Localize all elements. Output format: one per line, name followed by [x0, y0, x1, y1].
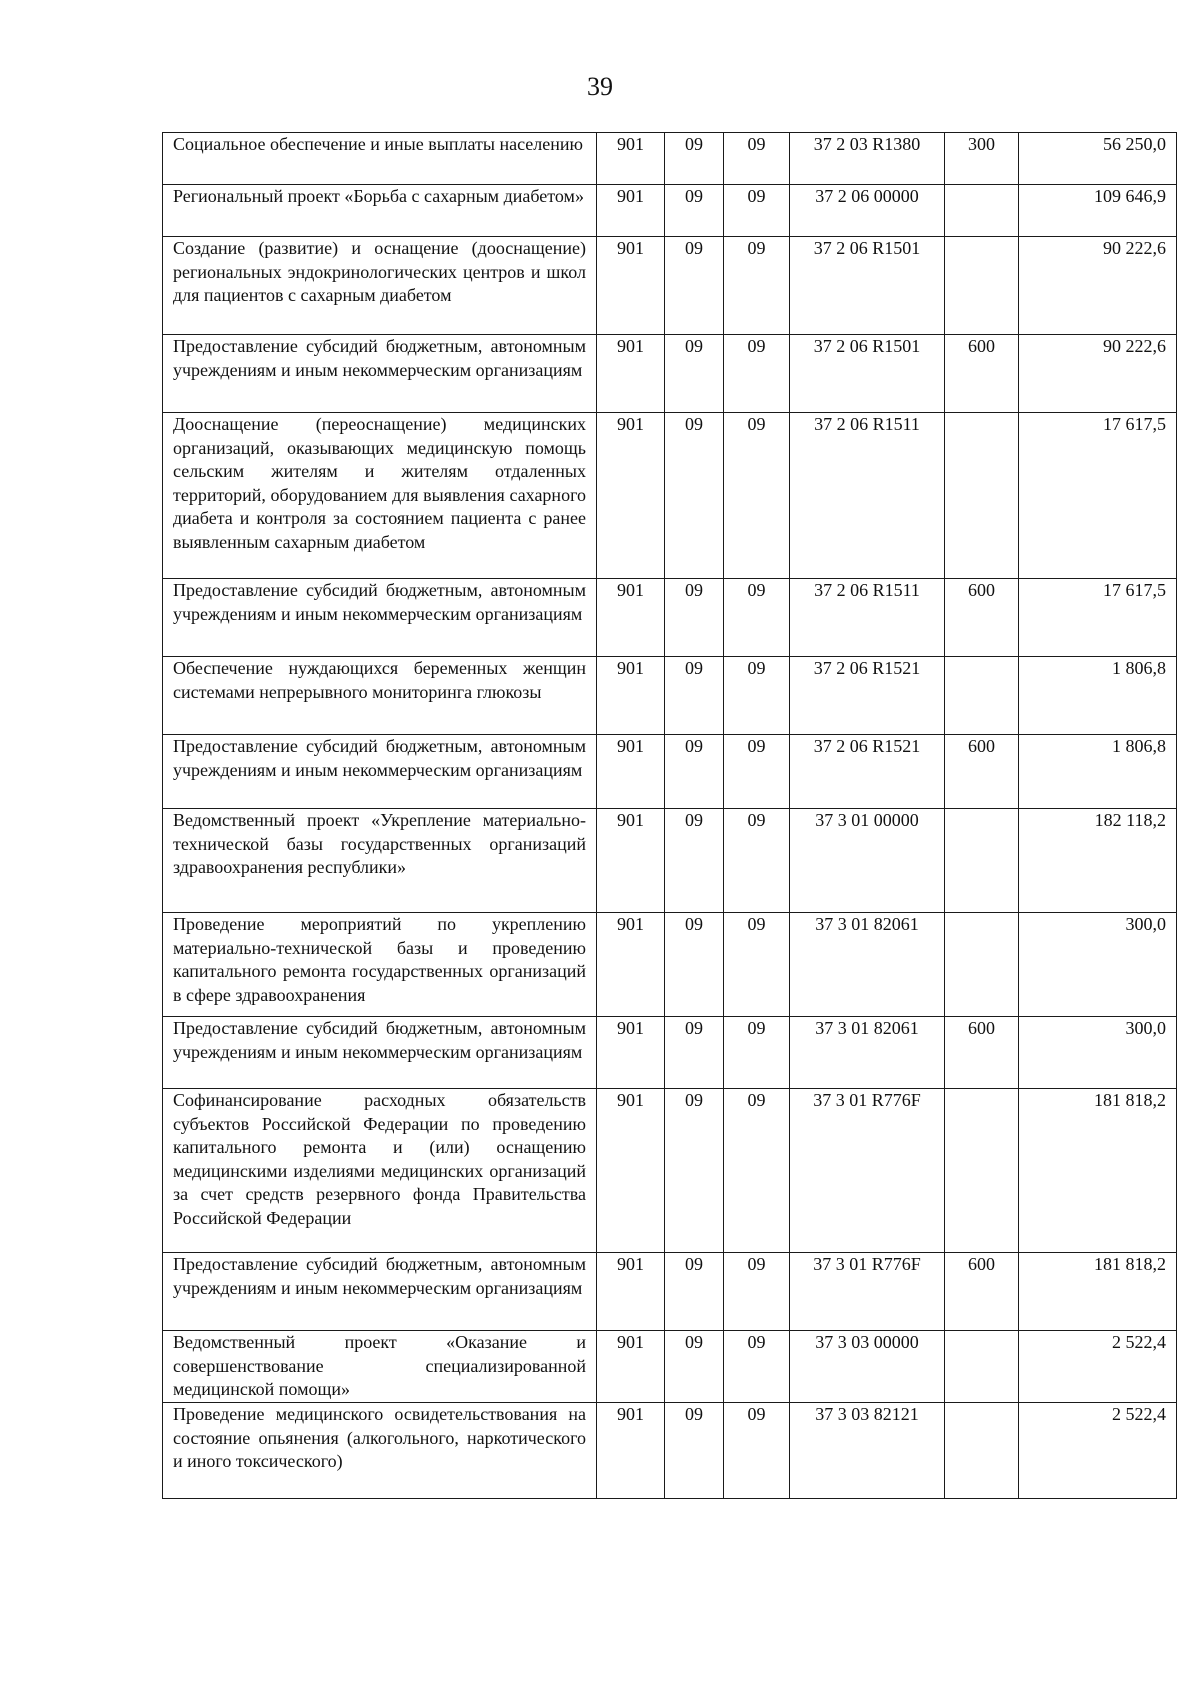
row-name: Дооснащение (переоснащение) медицинских организаций, оказывающих медицинскую помощь сельским жителям и жителям отдаленных территорий, оборудованием для выявления сахарного диабета и контроля за состоянием пациента с ранее выявленным сахарным диабетом	[163, 413, 597, 579]
row-ved-code: 901	[597, 133, 665, 185]
row-ved-code: 901	[597, 657, 665, 735]
row-amount: 300,0	[1019, 1017, 1177, 1089]
row-expense-type	[945, 185, 1019, 237]
row-amount: 2 522,4	[1019, 1331, 1177, 1403]
row-subsection-code: 09	[724, 413, 790, 579]
row-amount: 56 250,0	[1019, 133, 1177, 185]
row-ved-code: 901	[597, 1331, 665, 1403]
row-name: Предоставление субсидий бюджетным, автономным учреждениям и иным некоммерческим организациям	[163, 579, 597, 657]
row-section-code: 09	[665, 133, 724, 185]
row-expense-type	[945, 809, 1019, 913]
row-section-code: 09	[665, 185, 724, 237]
row-section-code: 09	[665, 237, 724, 335]
row-ved-code: 901	[597, 735, 665, 809]
row-section-code: 09	[665, 1403, 724, 1499]
row-ved-code: 901	[597, 913, 665, 1017]
row-amount: 17 617,5	[1019, 579, 1177, 657]
row-ved-code: 901	[597, 413, 665, 579]
table-row	[163, 1331, 1177, 1403]
row-section-code: 09	[665, 1089, 724, 1253]
row-section-code: 09	[665, 335, 724, 413]
row-amount: 90 222,6	[1019, 335, 1177, 413]
row-section-code: 09	[665, 809, 724, 913]
row-section-code: 09	[665, 579, 724, 657]
row-expense-type	[945, 657, 1019, 735]
page-number: 39	[587, 72, 613, 101]
row-ved-code: 901	[597, 579, 665, 657]
row-target-code: 37 2 03 R1380	[790, 133, 945, 185]
table-row	[163, 413, 1177, 579]
table-row	[163, 809, 1177, 913]
row-section-code: 09	[665, 1253, 724, 1331]
table-row	[163, 1017, 1177, 1089]
row-ved-code: 901	[597, 1403, 665, 1499]
row-name: Предоставление субсидий бюджетным, автономным учреждениям и иным некоммерческим организациям	[163, 1253, 597, 1331]
row-subsection-code: 09	[724, 1017, 790, 1089]
row-expense-type	[945, 913, 1019, 1017]
row-ved-code: 901	[597, 809, 665, 913]
row-amount: 90 222,6	[1019, 237, 1177, 335]
row-name: Предоставление субсидий бюджетным, автономным учреждениям и иным некоммерческим организациям	[163, 335, 597, 413]
table-row	[163, 735, 1177, 809]
row-expense-type: 300	[945, 133, 1019, 185]
row-target-code: 37 3 01 R776F	[790, 1253, 945, 1331]
row-expense-type	[945, 1089, 1019, 1253]
row-subsection-code: 09	[724, 185, 790, 237]
row-target-code: 37 2 06 00000	[790, 185, 945, 237]
row-expense-type: 600	[945, 579, 1019, 657]
row-target-code: 37 2 06 R1521	[790, 735, 945, 809]
row-target-code: 37 3 03 00000	[790, 1331, 945, 1403]
row-expense-type: 600	[945, 335, 1019, 413]
row-ved-code: 901	[597, 1253, 665, 1331]
table-row	[163, 1253, 1177, 1331]
row-subsection-code: 09	[724, 579, 790, 657]
row-ved-code: 901	[597, 1089, 665, 1253]
row-section-code: 09	[665, 657, 724, 735]
table-row	[163, 1089, 1177, 1253]
row-target-code: 37 2 06 R1511	[790, 579, 945, 657]
row-target-code: 37 3 01 82061	[790, 1017, 945, 1089]
row-section-code: 09	[665, 1017, 724, 1089]
table-row	[163, 1403, 1177, 1499]
row-amount: 181 818,2	[1019, 1253, 1177, 1331]
row-name: Проведение мероприятий по укреплению материально-технической базы и проведению капитального ремонта государственных организаций в сфере здравоохранения	[163, 913, 597, 1017]
row-target-code: 37 3 01 00000	[790, 809, 945, 913]
row-target-code: 37 3 01 R776F	[790, 1089, 945, 1253]
row-section-code: 09	[665, 1331, 724, 1403]
row-name: Предоставление субсидий бюджетным, автономным учреждениям и иным некоммерческим организациям	[163, 1017, 597, 1089]
row-subsection-code: 09	[724, 913, 790, 1017]
row-subsection-code: 09	[724, 657, 790, 735]
row-expense-type: 600	[945, 1253, 1019, 1331]
row-subsection-code: 09	[724, 1331, 790, 1403]
row-section-code: 09	[665, 913, 724, 1017]
row-section-code: 09	[665, 735, 724, 809]
table-row	[163, 133, 1177, 185]
row-subsection-code: 09	[724, 237, 790, 335]
row-name: Ведомственный проект «Оказание и совершенствование специализированной медицинской помощи»	[163, 1331, 597, 1403]
row-ved-code: 901	[597, 1017, 665, 1089]
table-row	[163, 913, 1177, 1017]
row-expense-type	[945, 1331, 1019, 1403]
row-ved-code: 901	[597, 335, 665, 413]
row-expense-type	[945, 237, 1019, 335]
table-row	[163, 579, 1177, 657]
row-subsection-code: 09	[724, 1403, 790, 1499]
row-target-code: 37 2 06 R1501	[790, 335, 945, 413]
budget-table	[162, 132, 1177, 1499]
row-subsection-code: 09	[724, 1253, 790, 1331]
table-row	[163, 185, 1177, 237]
row-amount: 182 118,2	[1019, 809, 1177, 913]
table-row	[163, 237, 1177, 335]
row-name: Обеспечение нуждающихся беременных женщин системами непрерывного мониторинга глюкозы	[163, 657, 597, 735]
row-name: Ведомственный проект «Укрепление материально-технической базы государственных организаций здравоохранения республики»	[163, 809, 597, 913]
row-subsection-code: 09	[724, 133, 790, 185]
row-name: Проведение медицинского освидетельствования на состояние опьянения (алкогольного, наркотического и иного токсического)	[163, 1403, 597, 1499]
row-amount: 181 818,2	[1019, 1089, 1177, 1253]
row-target-code: 37 2 06 R1521	[790, 657, 945, 735]
row-target-code: 37 3 03 82121	[790, 1403, 945, 1499]
row-target-code: 37 3 01 82061	[790, 913, 945, 1017]
row-expense-type: 600	[945, 1017, 1019, 1089]
row-amount: 1 806,8	[1019, 657, 1177, 735]
row-name: Предоставление субсидий бюджетным, автономным учреждениям и иным некоммерческим организациям	[163, 735, 597, 809]
row-name: Создание (развитие) и оснащение (дооснащение) региональных эндокринологических центров и школ для пациентов с сахарным диабетом	[163, 237, 597, 335]
row-target-code: 37 2 06 R1511	[790, 413, 945, 579]
row-amount: 300,0	[1019, 913, 1177, 1017]
row-amount: 109 646,9	[1019, 185, 1177, 237]
table-row	[163, 335, 1177, 413]
row-expense-type	[945, 413, 1019, 579]
row-target-code: 37 2 06 R1501	[790, 237, 945, 335]
row-subsection-code: 09	[724, 1089, 790, 1253]
row-amount: 2 522,4	[1019, 1403, 1177, 1499]
row-expense-type	[945, 1403, 1019, 1499]
row-subsection-code: 09	[724, 335, 790, 413]
row-name: Региональный проект «Борьба с сахарным диабетом»	[163, 185, 597, 237]
row-subsection-code: 09	[724, 735, 790, 809]
row-expense-type: 600	[945, 735, 1019, 809]
row-subsection-code: 09	[724, 809, 790, 913]
row-name: Социальное обеспечение и иные выплаты населению	[163, 133, 597, 185]
row-ved-code: 901	[597, 185, 665, 237]
row-ved-code: 901	[597, 237, 665, 335]
table-row	[163, 657, 1177, 735]
row-amount: 17 617,5	[1019, 413, 1177, 579]
row-name: Софинансирование расходных обязательств субъектов Российской Федерации по проведению капитального ремонта и (или) оснащению медицинскими изделиями медицинских организаций за счет средств резервного фонда Правительства Российской Федерации	[163, 1089, 597, 1253]
row-section-code: 09	[665, 413, 724, 579]
row-amount: 1 806,8	[1019, 735, 1177, 809]
